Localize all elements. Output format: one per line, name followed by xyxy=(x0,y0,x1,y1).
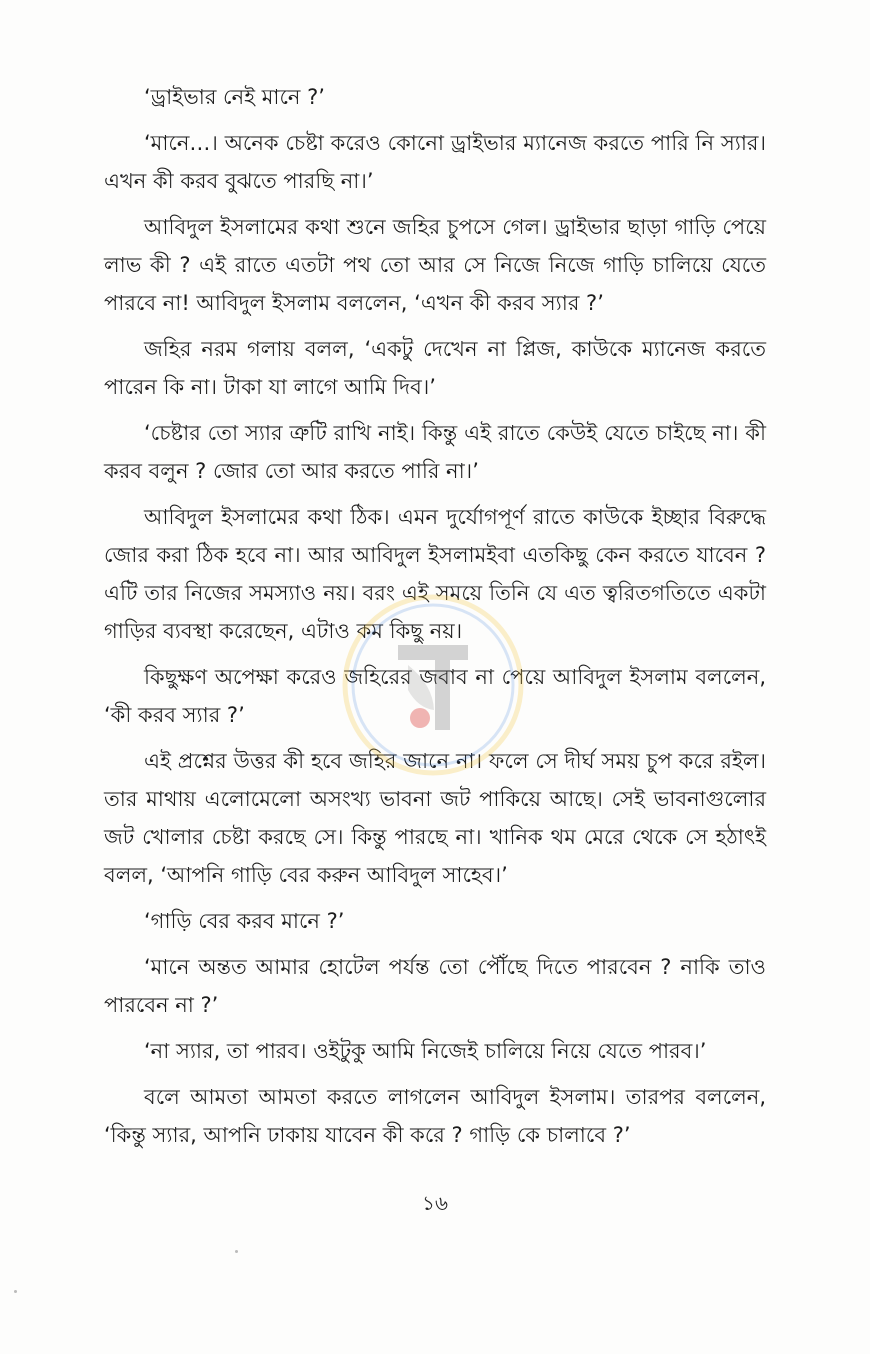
body-text xyxy=(104,78,766,1162)
paragraph-11: ‘না স্যার, তা পারব। ওইটুকু আমি নিজেই চালিয়ে নিয়ে যেতে পারব।’ xyxy=(144,1039,707,1063)
paragraph-7: কিছুক্ষণ অপেক্ষা করেও জহিরের জবাব না পেয়ে আবিদুল ইসলাম বললেন, ‘কী করব স্যার ?’ xyxy=(104,665,766,727)
paragraph-4: জহির নরম গলায় বলল, ‘একটু দেখেন না প্লিজ, কাউকে ম্যানেজ করতে পারেন কি না। টাকা যা লাগে আমি দিব।’ xyxy=(104,337,766,399)
paragraph-10: ‘মানে অন্তত আমার হোটেল পর্যন্ত তো পৌঁছে দিতে পারবেন ? নাকি তাও পারবেন না ?’ xyxy=(104,955,766,1017)
paragraph-9: ‘গাড়ি বের করব মানে ?’ xyxy=(144,909,345,933)
paragraph-3: আবিদুল ইসলামের কথা শুনে জহির চুপসে গেল। ড্রাইভার ছাড়া গাড়ি পেয়ে লাভ কী ? এই রাতে এতটা পথ তো আর সে নিজে নিজে গাড়ি চালিয়ে যেতে পারবে না! আবিদুল ইসলাম বললেন, ‘এখন কী করব স্যার ?’ xyxy=(104,215,766,315)
page-number: ১৬ xyxy=(422,1191,448,1215)
paragraph-5: ‘চেষ্টার তো স্যার ত্রুটি রাখি নাই। কিন্তু এই রাতে কেউই যেতে চাইছে না। কী করব বলুন ? জোর তো আর করতে পারি না।’ xyxy=(104,421,766,483)
paper-speck xyxy=(14,1290,17,1293)
paragraph-12: বলে আমতা আমতা করতে লাগলেন আবিদুল ইসলাম। তারপর বললেন, ‘কিন্তু স্যার, আপনি ঢাকায় যাবেন কী করে ? গাড়ি কে চালাবে ?’ xyxy=(104,1085,766,1147)
paragraph-8: এই প্রশ্নের উত্তর কী হবে জহির জানে না। ফলে সে দীর্ঘ সময় চুপ করে রইল। তার মাথায় এলোমেলো অসংখ্য ভাবনা জট পাকিয়ে আছে। সেই ভাবনাগুলোর জট খোলার চেষ্টা করছে সে। কিন্তু পারছে না। খানিক থম মেরে থেকে সে হঠাৎই বলল, ‘আপনি গাড়ি বের করুন আবিদুল সাহেব।’ xyxy=(104,749,766,887)
paragraph-1: ‘ড্রাইভার নেই মানে ?’ xyxy=(144,85,325,109)
paragraph-6: আবিদুল ইসলামের কথা ঠিক। এমন দুর্যোগপূর্ণ রাতে কাউকে ইচ্ছার বিরুদ্ধে জোর করা ঠিক হবে না। আর আবিদুল ইসলামইবা এতকিছু কেন করতে যাবেন ? এটি তার নিজের সমস্যাও নয়। বরং এই সময়ে তিনি যে এত ত্বরিতগতিতে একটা গাড়ির ব্যবস্থা করেছেন, এটাও কম কিছু নয়। xyxy=(104,505,766,643)
paper-speck xyxy=(235,1250,238,1253)
paragraph-2: ‘মানে…। অনেক চেষ্টা করেও কোনো ড্রাইভার ম্যানেজ করতে পারি নি স্যার। এখন কী করব বুঝতে পারছি না।’ xyxy=(104,131,766,193)
